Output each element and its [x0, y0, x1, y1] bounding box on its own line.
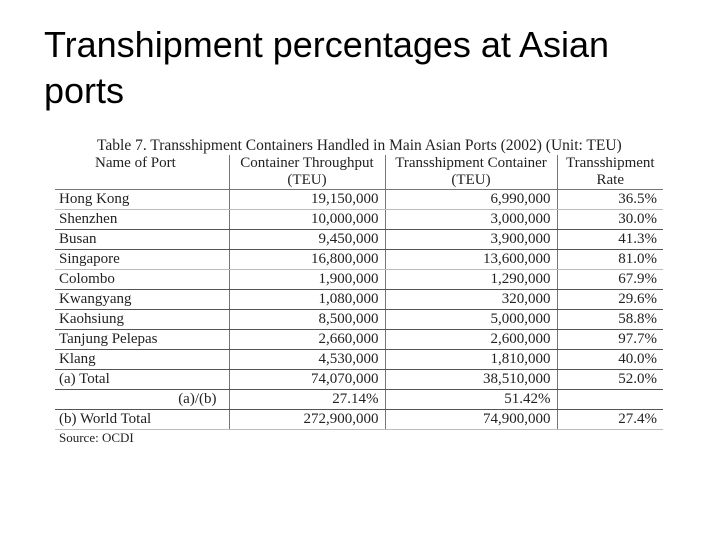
rate-cell: 36.5%: [557, 190, 663, 210]
transshipment-cell: 5,000,000: [385, 310, 557, 330]
header-throughput-line2: (TEU): [287, 172, 327, 188]
throughput-cell: 19,150,000: [229, 190, 385, 210]
header-container-throughput: [229, 155, 385, 190]
transshipment-cell: 6,990,000: [385, 190, 557, 210]
table-row: [55, 190, 663, 210]
header-transshipment-container: [385, 155, 557, 190]
throughput-cell: 2,660,000: [229, 330, 385, 350]
transshipment-table-figure: [55, 136, 663, 445]
table-row-ratio: [55, 390, 663, 410]
header-transshipment-line2: (TEU): [451, 172, 491, 188]
header-throughput-line1: Container Throughput: [240, 155, 374, 171]
port-name: Colombo: [55, 270, 229, 290]
header-transshipment-rate: [557, 155, 663, 190]
transshipment-cell: 1,290,000: [385, 270, 557, 290]
rate-ratio-cell: [557, 390, 663, 410]
rate-cell: 29.6%: [557, 290, 663, 310]
transshipment-cell: 13,600,000: [385, 250, 557, 270]
header-transshipment-line1: Transshipment Container: [395, 155, 547, 171]
table-row: [55, 210, 663, 230]
rate-cell: 52.0%: [557, 370, 663, 390]
port-name: Kwangyang: [55, 290, 229, 310]
rate-cell: 67.9%: [557, 270, 663, 290]
rate-cell: 41.3%: [557, 230, 663, 250]
transshipment-cell: 38,510,000: [385, 370, 557, 390]
throughput-cell: 74,070,000: [229, 370, 385, 390]
throughput-cell: 1,900,000: [229, 270, 385, 290]
table-row: [55, 330, 663, 350]
rate-cell: 97.7%: [557, 330, 663, 350]
port-name: (a) Total: [55, 370, 229, 390]
header-rate-line1: Transshipment: [565, 155, 655, 171]
throughput-cell: 272,900,000: [229, 410, 385, 430]
transshipment-cell: 74,900,000: [385, 410, 557, 430]
port-name: Busan: [55, 230, 229, 250]
rate-cell: 30.0%: [557, 210, 663, 230]
header-port-name-line1: Name of Port: [95, 155, 176, 171]
rate-cell: 81.0%: [557, 250, 663, 270]
table-row: [55, 350, 663, 370]
table-header-row: [55, 155, 663, 190]
transshipment-cell: 2,600,000: [385, 330, 557, 350]
port-name: (b) World Total: [55, 410, 229, 430]
throughput-cell: 4,530,000: [229, 350, 385, 370]
rate-cell: 58.8%: [557, 310, 663, 330]
transshipment-table: [55, 155, 663, 430]
transshipment-cell: 320,000: [385, 290, 557, 310]
throughput-cell: 16,800,000: [229, 250, 385, 270]
port-name: Kaohsiung: [55, 310, 229, 330]
throughput-cell: 1,080,000: [229, 290, 385, 310]
throughput-cell: 10,000,000: [229, 210, 385, 230]
transshipment-cell: 1,810,000: [385, 350, 557, 370]
table-row: [55, 270, 663, 290]
transshipment-ratio-cell: 51.42%: [385, 390, 557, 410]
table-row-total: [55, 370, 663, 390]
throughput-cell: 8,500,000: [229, 310, 385, 330]
rate-cell: 27.4%: [557, 410, 663, 430]
table-caption: Table 7. Transshipment Containers Handled in Main Asian Ports (2002) (Unit: TEU): [97, 137, 622, 154]
port-name: Shenzhen: [55, 210, 229, 230]
transshipment-cell: 3,900,000: [385, 230, 557, 250]
table-row: [55, 250, 663, 270]
table-row: [55, 230, 663, 250]
port-name: Klang: [55, 350, 229, 370]
transshipment-cell: 3,000,000: [385, 210, 557, 230]
port-name: Tanjung Pelepas: [55, 330, 229, 350]
table-row: [55, 310, 663, 330]
throughput-cell: 9,450,000: [229, 230, 385, 250]
header-rate-line2: Rate: [596, 172, 624, 188]
table-source-note: Source: OCDI: [59, 430, 134, 445]
table-row-world-total: [55, 410, 663, 430]
header-port-name: [55, 155, 229, 190]
slide-title: Transhipment percentages at Asian ports: [44, 24, 609, 111]
ratio-label: (a)/(b): [55, 390, 229, 410]
table-row: [55, 290, 663, 310]
port-name: Hong Kong: [55, 190, 229, 210]
port-name: Singapore: [55, 250, 229, 270]
throughput-ratio-cell: 27.14%: [229, 390, 385, 410]
rate-cell: 40.0%: [557, 350, 663, 370]
